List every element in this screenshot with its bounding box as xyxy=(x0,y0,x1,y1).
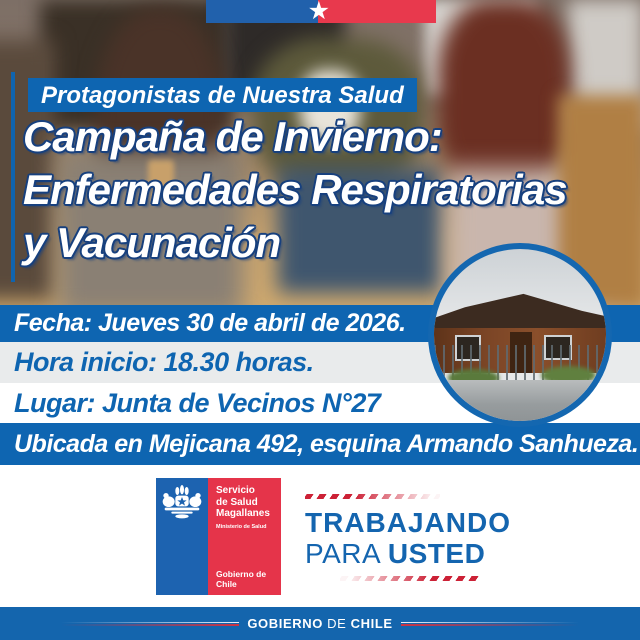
logo-service-line-2: de Salud xyxy=(216,496,258,508)
info-row-lugar: Lugar: Junta de Vecinos N°27 xyxy=(0,383,640,423)
footer-word-gobierno: GOBIERNO xyxy=(247,616,323,631)
logo-service-line-1: Servicio xyxy=(216,485,255,496)
info-row-direccion: Ubicada en Mejicana 492, esquina Armando Sanhueza. xyxy=(0,423,640,465)
slogan-line-2 xyxy=(305,538,535,569)
heading-line-1: Campaña de Invierno: xyxy=(23,113,442,160)
info-row-fecha: Fecha: Jueves 30 de abril de 2026. xyxy=(0,305,640,342)
flag-red-field xyxy=(318,0,436,23)
logo-red-panel xyxy=(208,478,281,595)
footer-word-de: DE xyxy=(327,616,347,631)
street-ground xyxy=(434,380,606,421)
chile-flag-banner xyxy=(206,0,436,23)
footer-bar xyxy=(0,607,640,640)
slogan-line-1: TRABAJANDO xyxy=(305,507,511,538)
flag-blue-field xyxy=(206,0,330,25)
slogan-usted: USTED xyxy=(387,538,486,569)
logo-blue-panel xyxy=(156,478,208,595)
dashed-line-bottom xyxy=(340,576,482,581)
footer-line-left xyxy=(61,622,239,626)
heading-line-2: Enfermedades Respiratorias xyxy=(23,166,567,213)
health-service-logo xyxy=(156,478,281,595)
footer-word-chile: CHILE xyxy=(350,616,393,631)
heading-line-3: y Vacunación xyxy=(23,219,281,266)
slogan-para: PARA xyxy=(305,538,380,569)
venue-photo-circle xyxy=(428,243,612,427)
logo-government-label: Gobierno de Chile xyxy=(216,569,267,589)
footer-government-label xyxy=(247,616,392,631)
footer-line-right xyxy=(401,622,579,626)
chilean-coat-of-arms-icon xyxy=(162,484,202,530)
slogan-block xyxy=(305,494,535,581)
logo-ministry-label: Ministerio de Salud xyxy=(216,523,267,530)
dashed-line-top xyxy=(305,494,440,499)
page-title xyxy=(23,110,638,269)
info-row-hora: Hora inicio: 18.30 horas. xyxy=(0,342,640,383)
star-icon: ★ xyxy=(307,0,330,25)
left-accent-line xyxy=(11,72,15,282)
logo-service-line-3: Magallanes xyxy=(216,508,270,519)
campaign-badge: Protagonistas de Nuestra Salud xyxy=(28,78,417,112)
